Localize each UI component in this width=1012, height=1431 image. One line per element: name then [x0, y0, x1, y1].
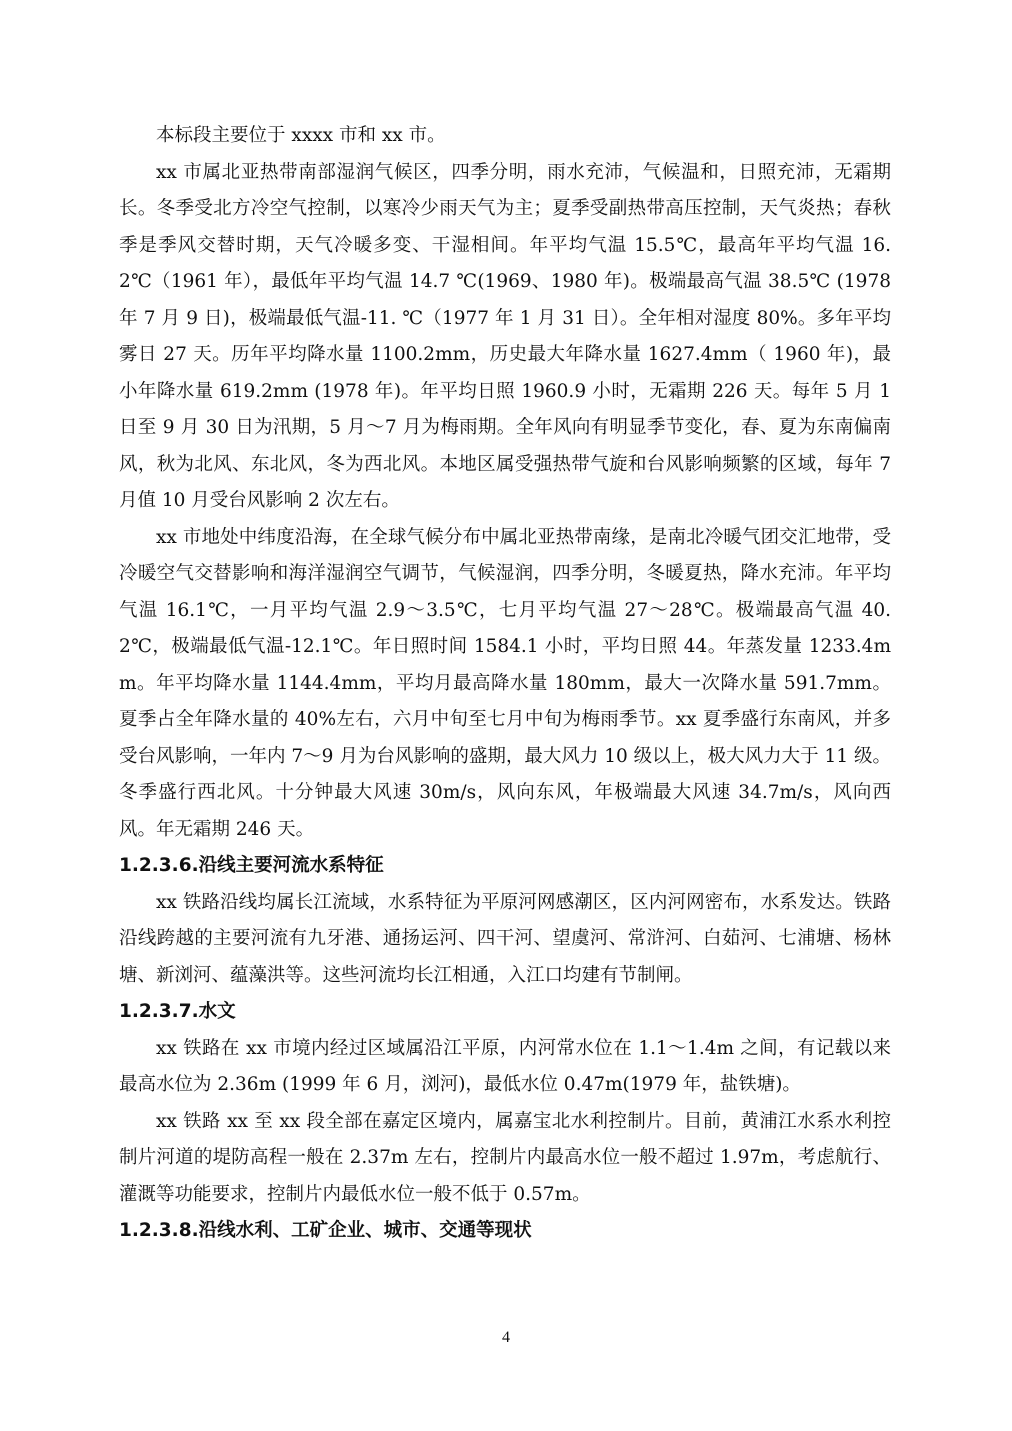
- paragraph-section-location: 本标段主要位于 xxxx 市和 xx 市。: [156, 125, 446, 146]
- document-body: [119, 118, 891, 1250]
- paragraph-river-system: xx 铁路沿线均属长江流域，水系特征为平原河网感潮区，区内河网密布，水系发达。铁路沿线跨越的主要河流有九牙港、通扬运河、四干河、望虞河、常浒河、白茹河、七浦塘、杨林塘、新浏河、蕴藻洪等。这些河流均长江相通，入江口均建有节制闸。: [119, 891, 891, 986]
- section-heading-infrastructure: 1.2.3.8.沿线水利、工矿企业、城市、交通等现状: [119, 1220, 532, 1241]
- section-heading-river-system: 1.2.3.6.沿线主要河流水系特征: [119, 855, 384, 876]
- paragraph-hydrology-water-level: xx 铁路在 xx 市境内经过区域属沿江平原，内河常水位在 1.1～1.4m 之间，有记载以来最高水位为 2.36m (1999 年 6 月，浏河)，最低水位 0.47m(1979 年，盐铁塘)。: [119, 1037, 891, 1095]
- paragraph-hydrology-control-area: xx 铁路 xx 至 xx 段全部在嘉定区境内，属嘉宝北水利控制片。目前，黄浦江水系水利控制片河道的堤防高程一般在 2.37m 左右，控制片内最高水位一般不超过 1.97m，考虑航行、灌溉等功能要求，控制片内最低水位一般不低于 0.57m。: [119, 1110, 891, 1205]
- paragraph-city-a-climate: xx 市属北亚热带南部湿润气候区，四季分明，雨水充沛，气候温和，日照充沛，无霜期长。冬季受北方冷空气控制，以寒冷少雨天气为主；夏季受副热带高压控制，天气炎热；春秋季是季风交替时期，天气冷暖多变、干湿相间。年平均气温 15.5℃，最高年平均气温 16.2℃（1961 年），最低年平均气温 14.7 ℃(1969、1980 年)。极端最高气温 38.5℃ (1978 年 7 月 9 日)，极端最低气温-11. ℃（1977 年 1 月 31 日）。全年相对湿度 80%。多年平均雾日 27 天。历年平均降水量 1100.2mm，历史最大年降水量 1627.4mm（ 1960 年)，最小年降水量 619.2mm (1978 年)。年平均日照 1960.9 小时，无霜期 226 天。每年 5 月 1 日至 9 月 30 日为汛期，5 月～7 月为梅雨期。全年风向有明显季节变化，春、夏为东南偏南风，秋为北风、东北风，冬为西北风。本地区属受强热带气旋和台风影响频繁的区域，每年 7 月值 10 月受台风影响 2 次左右。: [119, 161, 891, 511]
- page-number: 4: [502, 1329, 510, 1346]
- section-heading-hydrology: 1.2.3.7.水文: [119, 1001, 236, 1022]
- paragraph-city-b-climate: xx 市地处中纬度沿海，在全球气候分布中属北亚热带南缘，是南北冷暖气团交汇地带，受冷暖空气交替影响和海洋湿润空气调节，气候湿润，四季分明，冬暖夏热，降水充沛。年平均气温 16.1℃，一月平均气温 2.9～3.5℃，七月平均气温 27～28℃。极端最高气温 40.2℃，极端最低气温-12.1℃。年日照时间 1584.1 小时，平均日照 44。年蒸发量 1233.4mm。年平均降水量 1144.4mm，平均月最高降水量 180mm，最大一次降水量 591.7mm。夏季占全年降水量的 40%左右，六月中旬至七月中旬为梅雨季节。xx 夏季盛行东南风，并多受台风影响，一年内 7～9 月为台风影响的盛期，最大风力 10 级以上，极大风力大于 11 级。冬季盛行西北风。十分钟最大风速 30m/s，风向东风，年极端最大风速 34.7m/s，风向西风。年无霜期 246 天。: [119, 526, 891, 840]
